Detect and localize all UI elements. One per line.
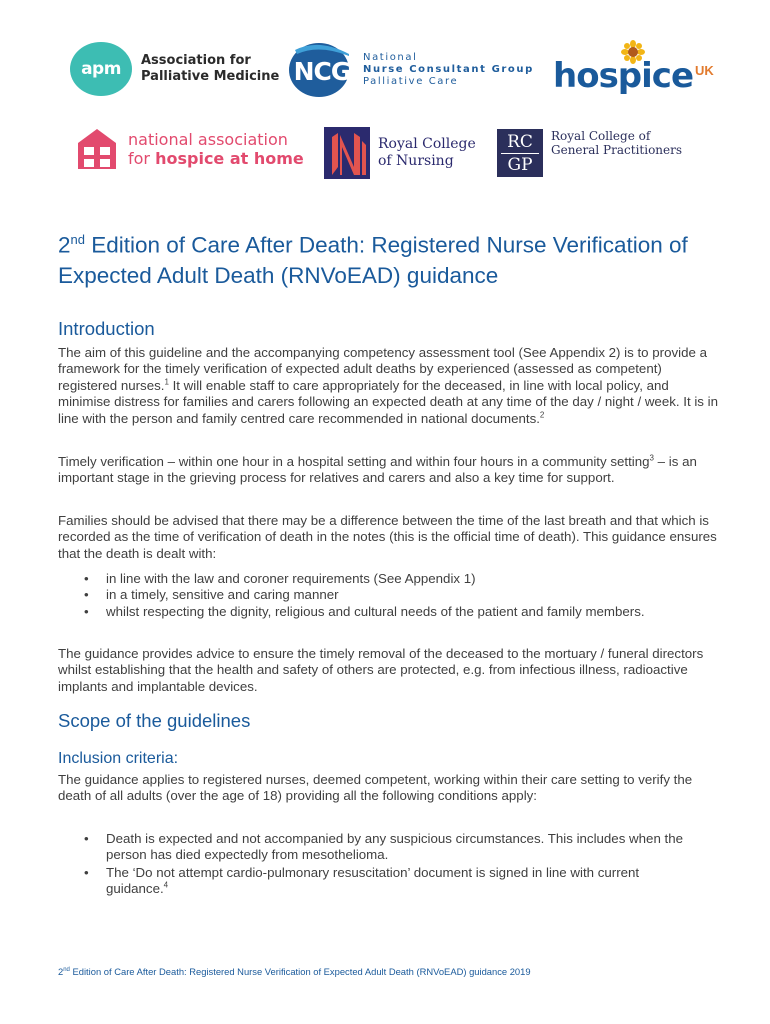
footnote-ref-2: 2 xyxy=(539,410,545,420)
list-item: • Death is expected and not accompanied by any suspicious circumstances. This includes when the person has died expectedly from mesothelioma. xyxy=(84,831,704,864)
house-icon xyxy=(76,127,118,171)
apm-logo xyxy=(70,42,279,96)
ncg-line2: Nurse Consultant Group xyxy=(363,64,534,75)
rcgp-bottom: GP xyxy=(507,154,533,175)
introduction-heading: Introduction xyxy=(58,318,155,339)
scope-bullet-2-text: The ‘Do not attempt cardio-pulmonary resuscitation’ document is signed in line with current guidance. xyxy=(106,864,640,897)
rcn-line1: Royal College xyxy=(378,136,476,152)
list-item: • in line with the law and coroner requirements (See Appendix 1) xyxy=(84,571,704,587)
list-item xyxy=(84,865,704,898)
footer-rest: Edition of Care After Death: Registered Nurse Verification of Expected Adult Death (RNVoEAD) guidance 2019 xyxy=(69,966,531,977)
title-edition-sup: nd xyxy=(70,232,85,247)
nahh-line2-strong: hospice at home xyxy=(155,149,304,168)
document-title xyxy=(58,225,728,291)
intro-paragraph-1 xyxy=(58,345,718,427)
footnote-ref-3: 3 xyxy=(649,453,654,463)
title-edition-num: 2 xyxy=(58,232,71,258)
ncg-mark-text: NCG xyxy=(293,57,351,86)
rcn-line2: of Nursing xyxy=(378,153,454,169)
inclusion-criteria-heading: Inclusion criteria: xyxy=(58,750,179,767)
ncg-mark xyxy=(289,42,355,98)
hospice-uk-suffix: UK xyxy=(695,63,714,78)
apm-mark: apm xyxy=(70,42,132,96)
hospice-uk-logo xyxy=(553,42,714,96)
rcn-logo xyxy=(324,127,476,179)
intro-paragraph-3: Families should be advised that there may be a difference between the time of the last breath and that which is recorded as the time of verification of death in the notes (this is the official time of death). This guidance ensures that the death is dealt with: xyxy=(58,513,717,561)
list-item: • in a timely, sensitive and caring manner xyxy=(84,587,704,603)
apm-line2: Palliative Medicine xyxy=(141,69,280,84)
nahh-line1: national association xyxy=(128,130,288,149)
rcgp-line2: General Practitioners xyxy=(551,143,683,157)
nahh-logo xyxy=(76,127,304,171)
rcgp-logo xyxy=(497,129,682,177)
scope-paragraph-1: The guidance applies to registered nurses, deemed competent, working within their care setting to verify the death of all adults (over the age of 18) providing all the following conditions apply: xyxy=(58,772,693,804)
intro-p1-b: It will enable staff to care appropriately for the deceased, in line with local policy, and minimise distress for families and carers following an expected death at any time of the day / night / week. It is in line with the person and family centred care recommended in national documents. xyxy=(58,377,718,426)
footer-num: 2 xyxy=(58,966,64,977)
scope-bullet-list xyxy=(84,831,704,898)
intro-bullet-list xyxy=(84,571,704,620)
intro-paragraph-4: The guidance provides advice to ensure the timely removal of the deceased to the mortuary / funeral directors whilst establishing that the health and safety of others are protected, e.g. from infectious illness, radioactive implants and implantable devices. xyxy=(58,646,704,694)
rcgp-line1: Royal College of xyxy=(551,129,651,143)
intro-p2-b: – is an important stage in the grieving process for relatives and carers and also a key time for support. xyxy=(58,454,697,486)
footnote-ref-4: 4 xyxy=(163,880,169,890)
rcn-mark xyxy=(324,127,370,179)
intro-p1-a: The aim of this guideline and the accompanying competency assessment tool (See Appendix 2) is to provide a framework for the timely verification of expected adult deaths by experienced (assessed as competent) registered nurses. xyxy=(58,345,707,393)
list-item: • whilst respecting the dignity, religious and cultural needs of the patient and family members. xyxy=(84,604,704,620)
hospice-word: hospice xyxy=(553,56,694,96)
footnote-ref-1: 1 xyxy=(164,377,169,387)
ncg-logo xyxy=(289,42,534,98)
rcgp-mark xyxy=(497,129,543,177)
scope-heading: Scope of the guidelines xyxy=(58,710,251,731)
page-footer xyxy=(58,966,531,977)
intro-paragraph-2 xyxy=(58,454,718,487)
rcgp-top: RC xyxy=(507,131,533,152)
footer-sup: nd xyxy=(63,966,70,973)
intro-p2-a: Timely verification – within one hour in a hospital setting and within four hours in a community setting xyxy=(58,454,650,469)
apm-line1: Association for xyxy=(141,53,251,68)
ncg-line3: Palliative Care xyxy=(363,76,459,87)
ncg-line1: National xyxy=(363,52,418,63)
title-rest: Edition of Care After Death: Registered Nurse Verification of Expected Adult Death (RNVoEAD) guidance xyxy=(58,232,688,288)
nahh-line2-prefix: for xyxy=(128,149,156,168)
